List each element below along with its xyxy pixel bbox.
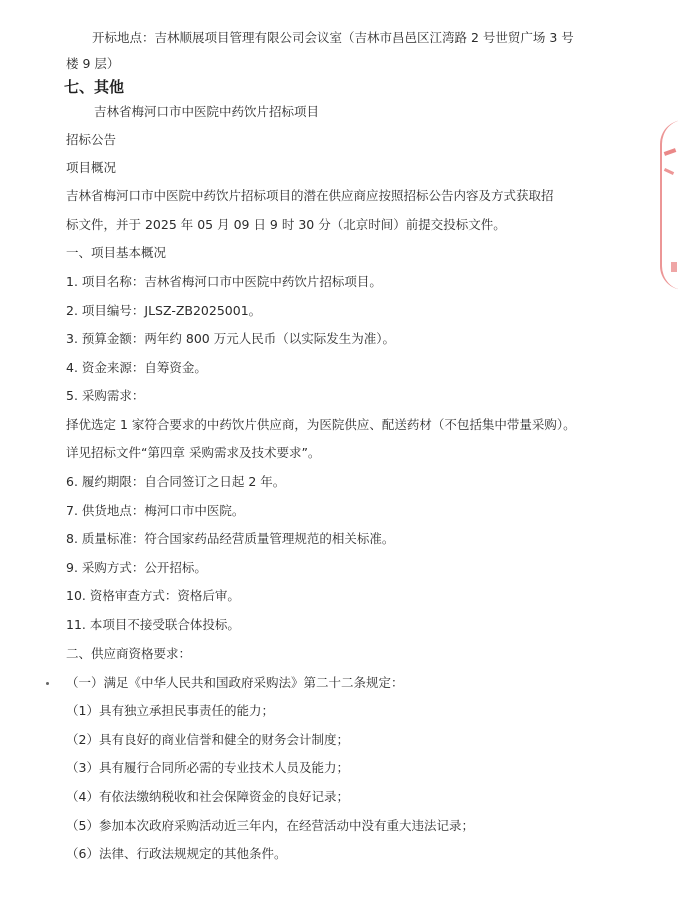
item-budget: 3. 预算金额：两年约 800 万元人民币（以实际发生为准）。 bbox=[66, 331, 395, 346]
bid-opening-location-line1: 开标地点：吉林顺展项目管理有限公司会议室（吉林市昌邑区江湾路 2 号世贸广场 3 号 bbox=[92, 30, 574, 45]
seal-mark bbox=[671, 262, 677, 272]
qualification-item-3: （3）具有履行合同所必需的专业技术人员及能力； bbox=[66, 760, 349, 775]
section-heading-other: 七、其他 bbox=[64, 78, 125, 96]
item-project-name: 1. 项目名称：吉林省梅河口市中医院中药饮片招标项目。 bbox=[66, 274, 382, 289]
item-delivery-location: 7. 供货地点：梅河口市中医院。 bbox=[66, 503, 245, 518]
qualification-item-2: （2）具有良好的商业信誉和健全的财务会计制度； bbox=[66, 732, 349, 747]
item-contract-period: 6. 履约期限：自合同签订之日起 2 年。 bbox=[66, 474, 286, 489]
item-procurement-method: 9. 采购方式：公开招标。 bbox=[66, 560, 207, 575]
bid-opening-location-line2: 楼 9 层） bbox=[66, 56, 120, 71]
qualification-law-clause: （一）满足《中华人民共和国政府采购法》第二十二条规定： bbox=[66, 675, 404, 690]
qualification-item-5: （5）参加本次政府采购活动近三年内，在经营活动中没有重大违法记录； bbox=[66, 818, 474, 833]
item-project-number: 2. 项目编号：JLSZ-ZB2025001。 bbox=[66, 303, 262, 318]
overview-paragraph-line1: 吉林省梅河口市中医院中药饮片招标项目的潜在供应商应按照招标公告内容及方式获取招 bbox=[66, 188, 554, 203]
qualification-item-4: （4）有依法缴纳税收和社会保障资金的良好记录； bbox=[66, 789, 349, 804]
overview-heading: 项目概况 bbox=[66, 160, 117, 175]
project-title: 吉林省梅河口市中医院中药饮片招标项目 bbox=[94, 104, 320, 119]
overview-paragraph-line2: 标文件，并于 2025 年 05 月 09 日 9 时 30 分（北京时间）前提交投标文件。 bbox=[66, 217, 506, 232]
section-heading-basic: 一、项目基本概况 bbox=[66, 245, 167, 260]
item-qualification-review: 10. 资格审查方式：资格后审。 bbox=[66, 588, 240, 603]
item-quality-standard: 8. 质量标准：符合国家药品经营质量管理规范的相关标准。 bbox=[66, 531, 395, 546]
qualification-item-1: （1）具有独立承担民事责任的能力； bbox=[66, 703, 274, 718]
procurement-needs-line2: 详见招标文件“第四章 采购需求及技术要求”。 bbox=[66, 445, 321, 460]
procurement-needs-line1: 择优选定 1 家符合要求的中药饮片供应商，为医院供应、配送药材（不包括集中带量采购）。 bbox=[66, 417, 576, 432]
section-heading-qualification: 二、供应商资格要求： bbox=[66, 646, 192, 661]
item-consortium: 11. 本项目不接受联合体投标。 bbox=[66, 617, 240, 632]
item-fund-source: 4. 资金来源：自筹资金。 bbox=[66, 360, 207, 375]
notice-title: 招标公告 bbox=[66, 132, 117, 147]
scan-dot bbox=[46, 682, 49, 685]
qualification-item-6: （6）法律、行政法规规定的其他条件。 bbox=[66, 846, 287, 861]
item-procurement-needs: 5. 采购需求： bbox=[66, 388, 145, 403]
